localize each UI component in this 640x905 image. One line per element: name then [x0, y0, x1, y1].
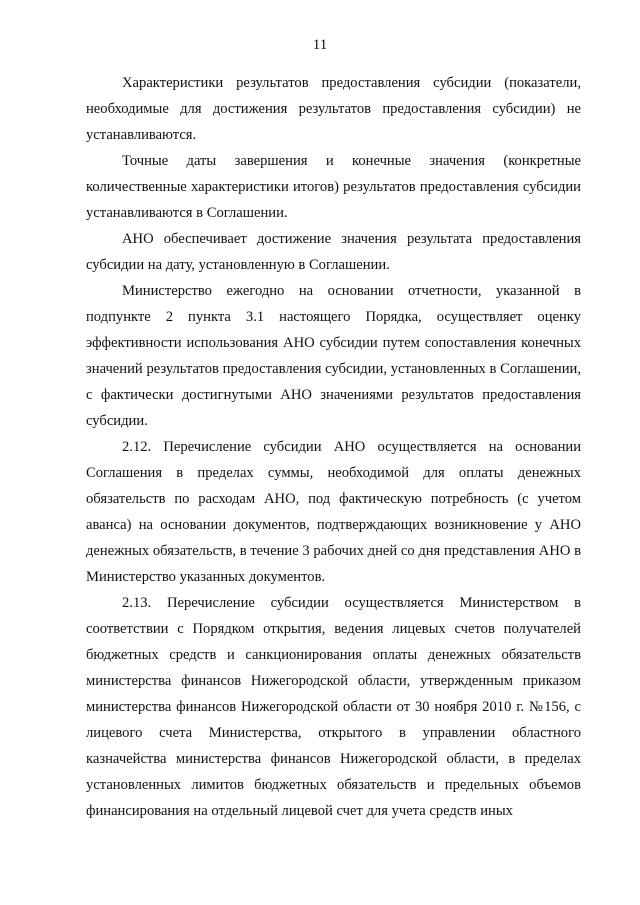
document-body — [86, 70, 581, 824]
paragraph-efficiency-assessment: Министерство ежегодно на основании отчетности, указанной в подпункте 2 пункта 3.1 настоящего Порядка, осуществляет оценку эффективности использования АНО субсидии путем сопоставления конечных значений результатов предоставления субсидии, установленных в Соглашении, с фактически достигнутыми АНО значениями результатов предоставления субсидии. — [86, 283, 581, 429]
paragraph-completion-dates: Точные даты завершения и конечные значения (конкретные количественные характеристики итогов) результатов предоставления субсидии устанавливаются в Соглашении. — [86, 153, 581, 221]
paragraph-achievement-obligation: АНО обеспечивает достижение значения результата предоставления субсидии на дату, установленную в Соглашении. — [86, 231, 581, 273]
paragraph-results-characteristics: Характеристики результатов предоставления субсидии (показатели, необходимые для достижения результатов предоставления субсидии) не устанавливаются. — [86, 75, 581, 143]
paragraph-clause-2-12: 2.12. Перечисление субсидии АНО осуществляется на основании Соглашения в пределах суммы, необходимой для оплаты денежных обязательств по расходам АНО, под фактическую потребность (с учетом аванса) на основании документов, подтверждающих возникновение у АНО денежных обязательств, в течение 3 рабочих дней со дня представления АНО в Министерство указанных документов. — [86, 439, 581, 585]
page-number: 11 — [312, 37, 328, 53]
paragraph-clause-2-13: 2.13. Перечисление субсидии осуществляется Министерством в соответствии с Порядком открытия, ведения лицевых счетов получателей бюджетных средств и санкционирования оплаты денежных обязательств министерства финансов Нижегородской области, утвержденным приказом министерства финансов Нижегородской области от 30 ноября 2010 г. №156, с лицевого счета Министерства, открытого в управлении областного казначейства министерства финансов Нижегородской области, в пределах установленных лимитов бюджетных обязательств и предельных объемов финансирования на отдельный лицевой счет для учета средств иных — [86, 595, 581, 819]
